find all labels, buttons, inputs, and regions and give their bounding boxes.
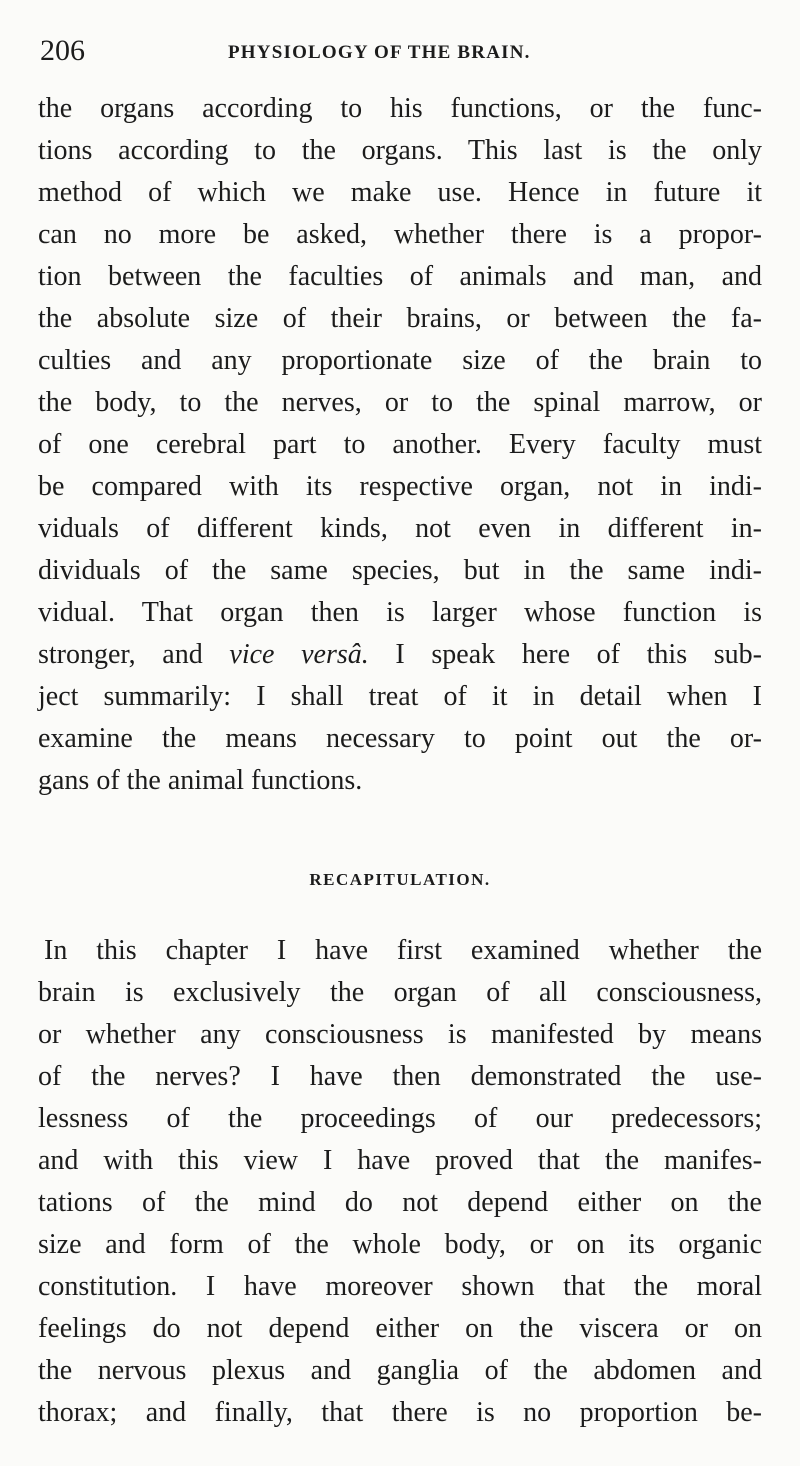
text-line: viduals of different kinds, not even in different in-	[38, 513, 762, 544]
text-line: culties and any proportionate size of the brain to	[38, 345, 762, 376]
text-line: tions according to the organs. This last is the only	[38, 135, 762, 166]
text-line: size and form of the whole body, or on its organic	[38, 1229, 762, 1260]
text-line: thorax; and finally, that there is no proportion be-	[38, 1397, 762, 1428]
text-line: the absolute size of their brains, or between the fa-	[38, 303, 762, 334]
text-line: lessness of the proceedings of our predecessors;	[38, 1103, 762, 1134]
text-line: In this chapter I have first examined whether the	[44, 935, 762, 966]
text-line: constitution. I have moreover shown that the moral	[38, 1271, 762, 1302]
text-line: be compared with its respective organ, not in indi-	[38, 471, 762, 502]
paragraph-1	[38, 88, 762, 802]
text-line: the nervous plexus and ganglia of the abdomen and	[38, 1355, 762, 1386]
text-line: gans of the animal functions.	[38, 765, 363, 796]
text-line: method of which we make use. Hence in future it	[38, 177, 762, 208]
text-line: and with this view I have proved that the manifes-	[38, 1145, 762, 1176]
text-line-with-italic	[38, 634, 762, 676]
paragraph-2	[38, 930, 762, 1434]
text-line: of the nerves? I have then demonstrated the use-	[38, 1061, 762, 1092]
text-line: tations of the mind do not depend either on the	[38, 1187, 762, 1218]
running-head	[40, 34, 760, 74]
page-number: 206	[40, 34, 85, 67]
text-line: can no more be asked, whether there is a propor-	[38, 219, 762, 250]
text-line: brain is exclusively the organ of all consciousness,	[38, 977, 762, 1008]
text-line: ject summarily: I shall treat of it in detail when I	[38, 681, 762, 712]
text-line: of one cerebral part to another. Every faculty must	[38, 429, 762, 460]
italic-phrase: vice versâ.	[229, 639, 369, 670]
text-line: tion between the faculties of animals and man, and	[38, 261, 762, 292]
text-fragment: I speak here of this sub-	[368, 639, 762, 670]
text-fragment: stronger, and	[38, 639, 230, 670]
text-line: examine the means necessary to point out the or-	[38, 723, 762, 754]
text-line: the organs according to his functions, or the func-	[38, 93, 762, 124]
text-line: the body, to the nerves, or to the spinal marrow, or	[38, 387, 762, 418]
text-line: dividuals of the same species, but in the same indi-	[38, 555, 762, 586]
text-line: vidual. That organ then is larger whose function is	[38, 597, 762, 628]
text-line: or whether any consciousness is manifested by means	[38, 1019, 762, 1050]
section-heading: RECAPITULATION.	[309, 870, 491, 889]
text-line: feelings do not depend either on the viscera or on	[38, 1313, 762, 1344]
running-title: PHYSIOLOGY OF THE BRAIN.	[228, 42, 531, 63]
